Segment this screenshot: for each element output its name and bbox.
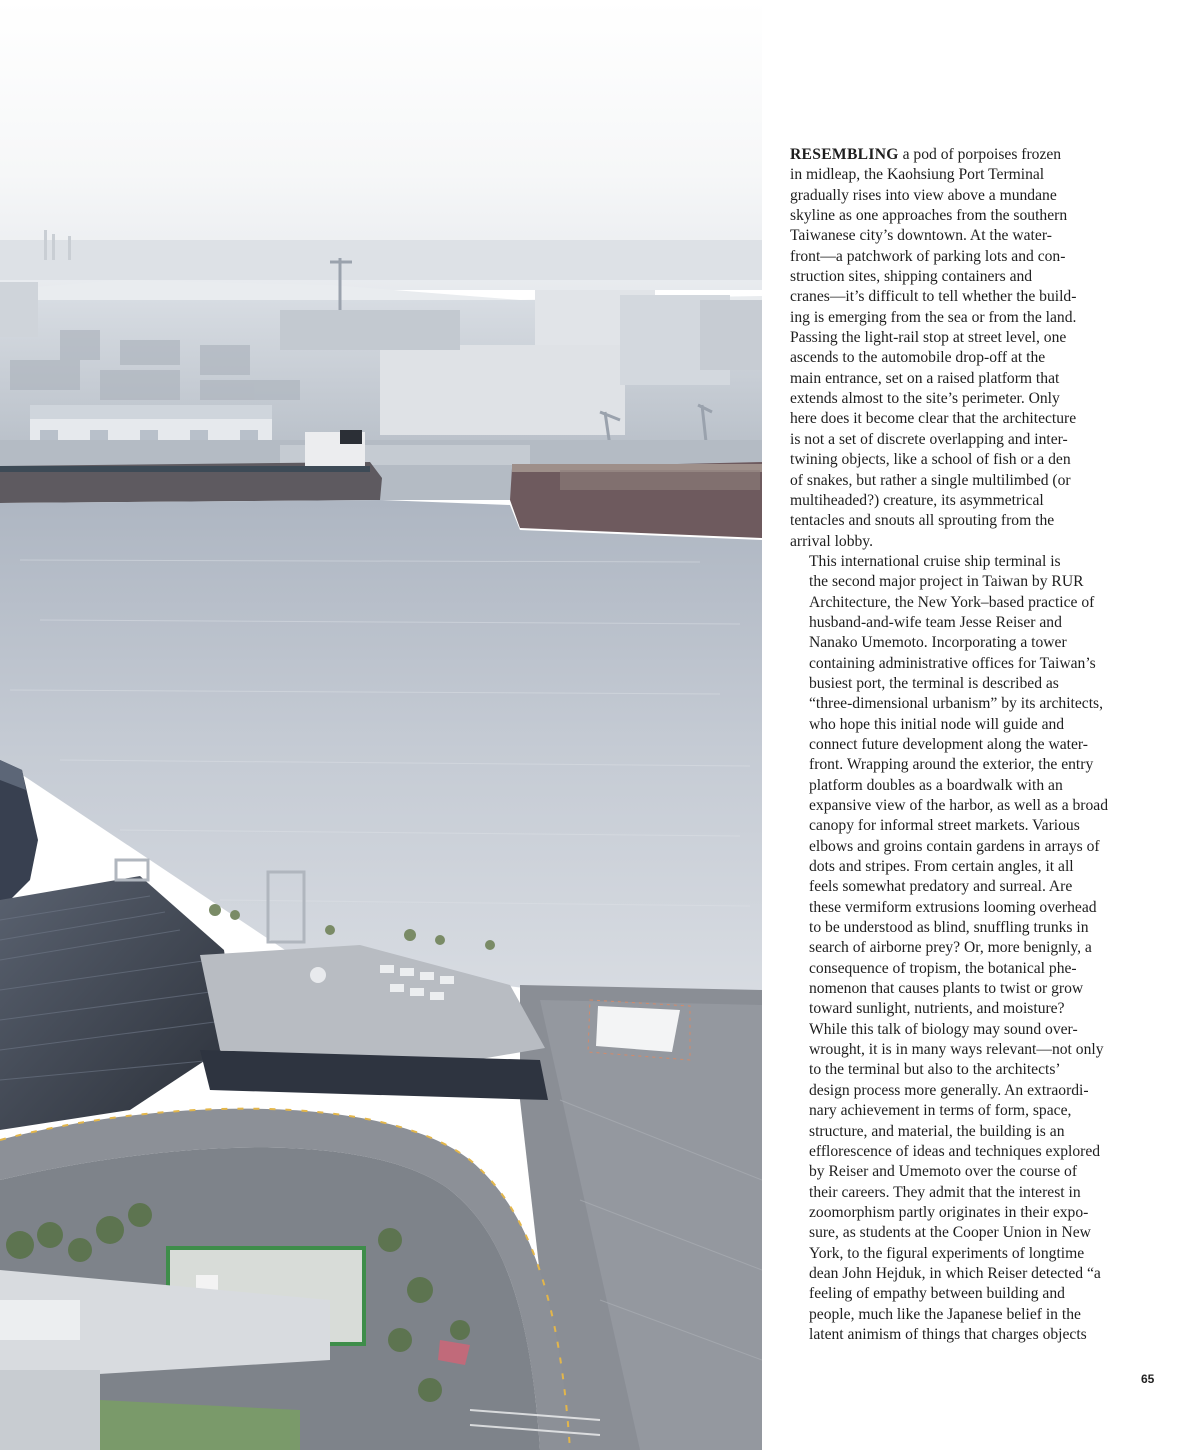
article-line: While this talk of biology may sound over- bbox=[809, 1020, 1078, 1038]
article-paragraph bbox=[790, 1020, 1110, 1346]
article-line: consequence of tropism, the botanical phe- bbox=[809, 959, 1077, 977]
article-line: is not a set of discrete overlapping and inter- bbox=[790, 430, 1068, 448]
article-line: main entrance, set on a raised platform that bbox=[790, 369, 1060, 387]
article-line: Nanako Umemoto. Incorporating a tower bbox=[809, 634, 1067, 652]
article-line: struction sites, shipping containers and bbox=[790, 268, 1033, 286]
article-line: the second major project in Taiwan by RUR bbox=[809, 573, 1084, 591]
article-line: husband-and-wife team Jesse Reiser and bbox=[809, 613, 1062, 631]
article-line: “three-dimensional urbanism” by its architects, bbox=[809, 695, 1104, 713]
article-line: busiest port, the terminal is described as bbox=[809, 674, 1059, 692]
page-number: 65 bbox=[1141, 1372, 1155, 1386]
article-paragraph bbox=[790, 552, 1110, 1020]
article-line: dots and stripes. From certain angles, it all bbox=[809, 858, 1074, 876]
article-line-text: a pod of porpoises frozen bbox=[898, 146, 1062, 163]
article-line: platform doubles as a boardwalk with an bbox=[809, 776, 1063, 794]
article-line: efflorescence of ideas and techniques explored bbox=[809, 1142, 1101, 1160]
article-line: who hope this initial node will guide and bbox=[809, 715, 1065, 733]
article-line: York, to the figural experiments of longtime bbox=[809, 1244, 1085, 1262]
article-line: to the terminal but also to the architects’ bbox=[809, 1061, 1061, 1079]
article-line: here does it become clear that the architecture bbox=[790, 410, 1077, 428]
article-line: dean John Hejduk, in which Reiser detected “a bbox=[809, 1264, 1101, 1282]
article-line: connect future development along the water- bbox=[809, 735, 1088, 753]
article-line: ing is emerging from the sea or from the land. bbox=[790, 308, 1077, 326]
article-line: people, much like the Japanese belief in the bbox=[809, 1305, 1081, 1323]
article-body bbox=[790, 145, 1110, 1345]
article-line: multiheaded?) creature, its asymmetrical bbox=[790, 491, 1044, 509]
article-line: ascends to the automobile drop-off at the bbox=[790, 349, 1046, 367]
article-line: skyline as one approaches from the southern bbox=[790, 207, 1068, 225]
article-line: front—a patchwork of parking lots and con- bbox=[790, 247, 1066, 265]
article-line bbox=[790, 145, 1110, 165]
article-line: their careers. They admit that the interest in bbox=[809, 1183, 1081, 1201]
article-line: to be understood as blind, snuffling trunks in bbox=[809, 919, 1089, 937]
article-line: toward sunlight, nutrients, and moisture? bbox=[809, 1000, 1065, 1018]
article-line: gradually rises into view above a mundane bbox=[790, 186, 1057, 204]
platform-facade bbox=[200, 1050, 548, 1100]
article-line: tentacles and snouts all sprouting from the bbox=[790, 512, 1055, 530]
article-line: in midleap, the Kaohsiung Port Terminal bbox=[790, 166, 1045, 184]
article-line: feeling of empathy between building and bbox=[809, 1285, 1065, 1303]
article-line: Taiwanese city’s downtown. At the water- bbox=[790, 227, 1052, 245]
article-line: front. Wrapping around the exterior, the entry bbox=[809, 756, 1094, 774]
article-line: Architecture, the New York–based practice of bbox=[809, 593, 1095, 611]
article-line: arrival lobby. bbox=[790, 532, 873, 550]
article-line: twining objects, like a school of fish or a den bbox=[790, 451, 1071, 469]
article-line: zoomorphism partly originates in their expo- bbox=[809, 1203, 1089, 1221]
article-line: feels somewhat predatory and surreal. Are bbox=[809, 878, 1073, 896]
article-line: elbows and groins contain gardens in arrays of bbox=[809, 837, 1100, 855]
article-line: nary achievement in terms of form, space, bbox=[809, 1102, 1072, 1120]
article-line: This international cruise ship terminal is bbox=[809, 552, 1061, 570]
article-line: extends almost to the site’s perimeter. Only bbox=[790, 390, 1060, 408]
cargo-ship-right bbox=[510, 462, 762, 538]
article-line: search of airborne prey? Or, more benignly, a bbox=[809, 939, 1092, 957]
article-line: design process more generally. An extraordi- bbox=[809, 1081, 1089, 1099]
article-line: structure, and material, the building is an bbox=[809, 1122, 1065, 1140]
article-line: of snakes, but rather a single multilimbed (or bbox=[790, 471, 1071, 489]
article-paragraph bbox=[790, 145, 1110, 552]
article-line: these vermiform extrusions looming overhead bbox=[809, 898, 1097, 916]
article-line: nomenon that causes plants to twist or grow bbox=[809, 980, 1084, 998]
article-line: wrought, it is in many ways relevant—not only bbox=[809, 1041, 1104, 1059]
article-line: expansive view of the harbor, as well as a broad bbox=[809, 797, 1109, 814]
article-line: sure, as students at the Cooper Union in New bbox=[809, 1224, 1091, 1242]
pier-pavilion bbox=[596, 1006, 680, 1052]
article-line: Passing the light-rail stop at street level, one bbox=[790, 329, 1067, 347]
article-line: canopy for informal street markets. Various bbox=[809, 817, 1080, 835]
article-line: by Reiser and Umemoto over the course of bbox=[809, 1163, 1078, 1181]
article-line: containing administrative offices for Taiwan’s bbox=[809, 654, 1096, 672]
far-shore bbox=[0, 240, 762, 280]
lead-in-word: RESEMBLING bbox=[790, 146, 899, 163]
article-line: cranes—it’s difficult to tell whether the build- bbox=[790, 288, 1077, 306]
article-line: latent animism of things that charges objects bbox=[809, 1325, 1087, 1343]
